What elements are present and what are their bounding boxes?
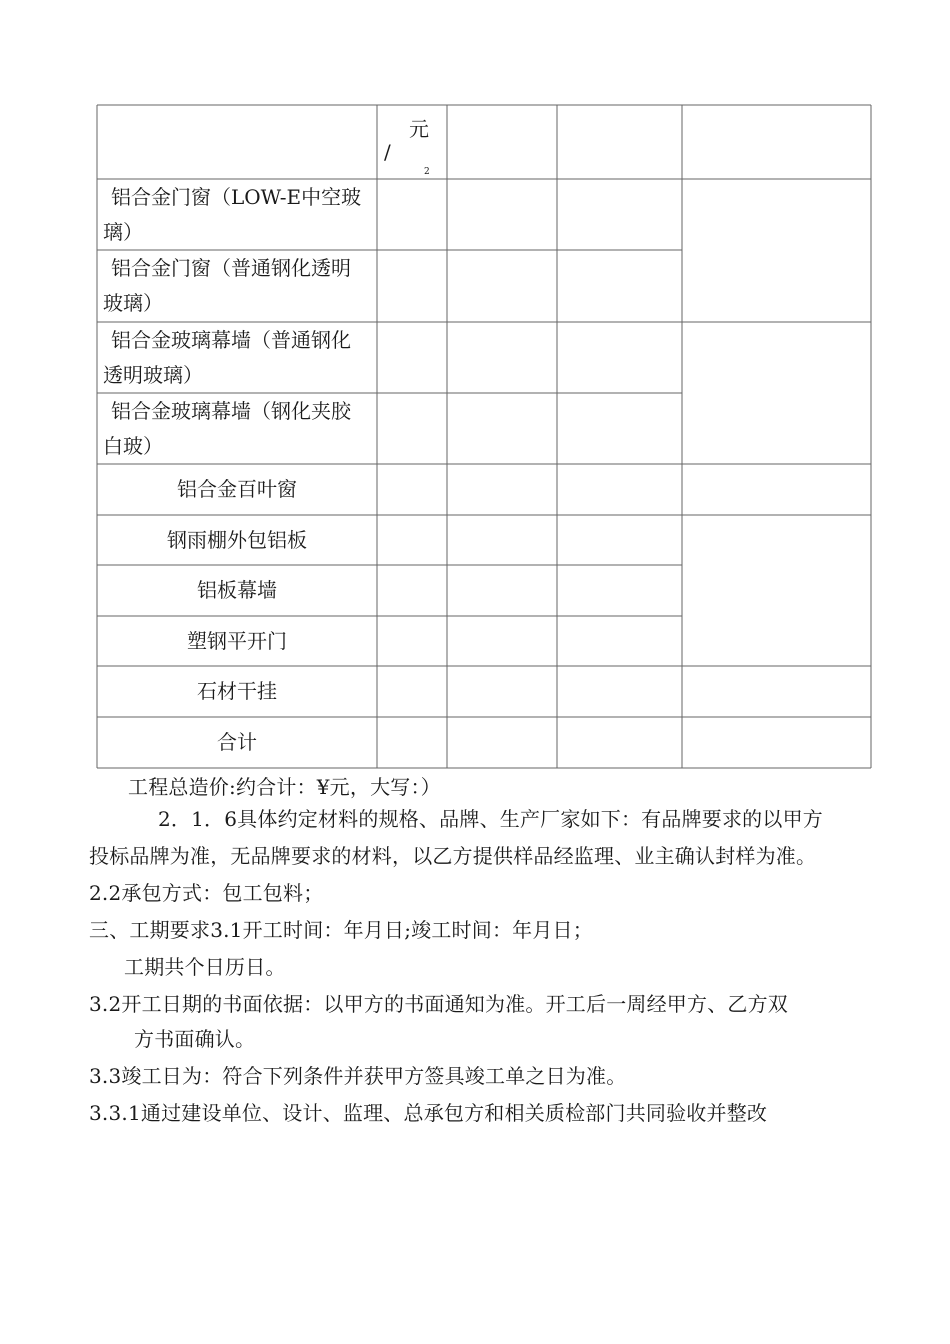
table-row-label: 铝板幕墙 xyxy=(197,578,277,602)
clause-3-3: 3.3竣工日为：符合下列条件并获甲方签具竣工单之日为准。 xyxy=(89,1064,627,1088)
table-total-label: 合计 xyxy=(217,730,257,754)
clause-3-3-1: 3.3.1通过建设单位、设计、监理、总承包方和相关质检部门共同验收并整改 xyxy=(89,1101,768,1125)
duration-line: 工期共个日历日。 xyxy=(124,955,286,979)
clause-3-2-cont: 方书面确认。 xyxy=(134,1027,256,1051)
unit-label-yuan: 元 xyxy=(409,117,429,141)
table-row-label: 铝合金百叶窗 xyxy=(177,477,297,501)
table-row-label: 铝合金玻璃幕墙（钢化夹胶白玻） xyxy=(103,398,351,458)
unit-label-superscript: 2 xyxy=(424,167,430,177)
table-row-label: 钢雨棚外包铝板 xyxy=(167,527,307,552)
section-3-heading: 三、工期要求3.1开工时间：年月日;竣工时间：年月日； xyxy=(89,918,593,942)
table-row-label: 铝合金玻璃幕墙（普通钢化透明玻璃） xyxy=(103,327,351,387)
unit-label-slash: / xyxy=(384,140,391,164)
clause-3-2: 3.2开工日期的书面依据：以甲方的书面通知为准。开工后一周经甲方、乙方双 xyxy=(89,992,789,1016)
table-row-label: 石材干挂 xyxy=(197,679,277,703)
total-price-line: 工程总造价:约合计：¥元，大写：） xyxy=(128,775,441,799)
clause-2-2: 2.2承包方式：包工包料； xyxy=(89,881,324,905)
table-row-label: 铝合金门窗（LOW-E中空玻璃） xyxy=(103,184,362,244)
table-row-label: 铝合金门窗（普通钢化透明玻璃） xyxy=(103,256,351,315)
clause-2-1-6-cont: 投标品牌为准，无品牌要求的材料，以乙方提供样品经监理、业主确认封样为准。 xyxy=(89,844,817,868)
table-row-label: 塑钢平开门 xyxy=(187,628,287,653)
clause-2-1-6: 2．1．6具体约定材料的规格、品牌、生产厂家如下：有品牌要求的以甲方 xyxy=(158,807,823,831)
